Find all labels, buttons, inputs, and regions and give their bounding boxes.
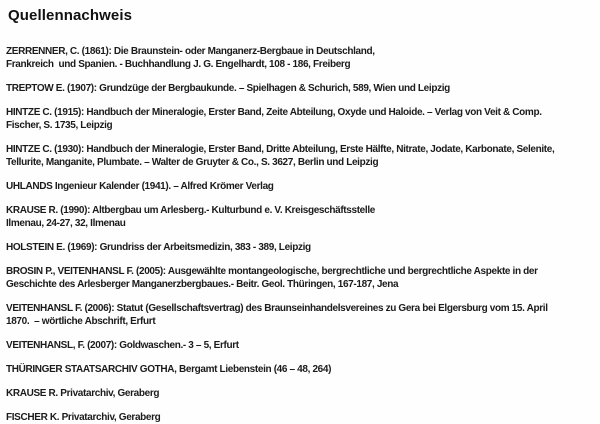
reference-entry [6,204,596,230]
reference-line: Geschichte des Arlesberger Manganerzbergbaues.- Beitr. Geol. Thüringen, 167-187, Jena [6,279,399,290]
reference-entry [6,241,596,254]
reference-entry [6,45,596,71]
reference-entry [6,106,596,132]
reference-entry [6,82,596,95]
reference-line: 1870. – wörtliche Abschrift, Erfurt [6,316,156,327]
reference-line: ZERRENNER, C. (1861): Die Braunstein- oder Manganerz-Bergbaue in Deutschland, [6,46,375,57]
reference-entry [6,411,596,424]
reference-line: BROSIN P., VEITENHANSL F. (2005): Ausgewählte montangeologische, bergrechtliche und bergrechtliche Aspekte in der [6,266,538,277]
reference-entry [6,143,596,169]
reference-line: VEITENHANSL F. (2006): Statut (Gesellschaftsvertrag) des Braunseinhandelsvereines zu Gera bei Elgersburg vom 15. April [6,303,548,314]
reference-entry [6,265,596,291]
reference-line: VEITENHANSL, F. (2007): Goldwaschen.- 3 – 5, Erfurt [6,340,239,351]
reference-line: FISCHER K. Privatarchiv, Geraberg [6,412,161,423]
reference-line: KRAUSE R. Privatarchiv, Geraberg [6,388,160,399]
reference-entry [6,363,596,376]
reference-line: HINTZE C. (1915): Handbuch der Mineralogie, Erster Band, Zeite Abteilung, Oxyde und Haloide. – Verlag von Veit & Comp. [6,107,542,118]
page-title: Quellennachweis [8,7,133,24]
reference-entry [6,180,596,193]
reference-line: Tellurite, Manganite, Plumbate. – Walter de Gruyter & Co., S. 3627, Berlin und Leipzig [6,157,379,168]
reference-line: UHLANDS Ingenieur Kalender (1941). – Alfred Krömer Verlag [6,181,274,192]
reference-entry [6,339,596,352]
reference-line: Frankreich und Spanien. - Buchhandlung J. G. Engelhardt, 108 - 186, Freiberg [6,59,351,70]
reference-entry [6,302,596,328]
reference-line: HOLSTEIN E. (1969): Grundriss der Arbeitsmedizin, 383 - 389, Leipzig [6,242,311,253]
reference-entry [6,387,596,400]
reference-line: THÜRINGER STAATSARCHIV GOTHA, Bergamt Liebenstein (46 – 48, 264) [6,364,332,375]
reference-line: Ilmenau, 24-27, 32, Ilmenau [6,218,126,229]
reference-line: KRAUSE R. (1990): Altbergbau um Arlesberg.- Kulturbund e. V. Kreisgeschäftsstelle [6,205,375,216]
reference-line: HINTZE C. (1930): Handbuch der Mineralogie, Erster Band, Dritte Abteilung, Erste Hälfte, Nitrate, Jodate, Karbonate, Selenite, [6,144,555,155]
reference-line: Fischer, S. 1735, Leipzig [6,120,113,131]
reference-line: TREPTOW E. (1907): Grundzüge der Bergbaukunde. – Spielhagen & Schurich, 589, Wien und Leipzig [6,83,450,94]
reference-list [6,45,596,424]
